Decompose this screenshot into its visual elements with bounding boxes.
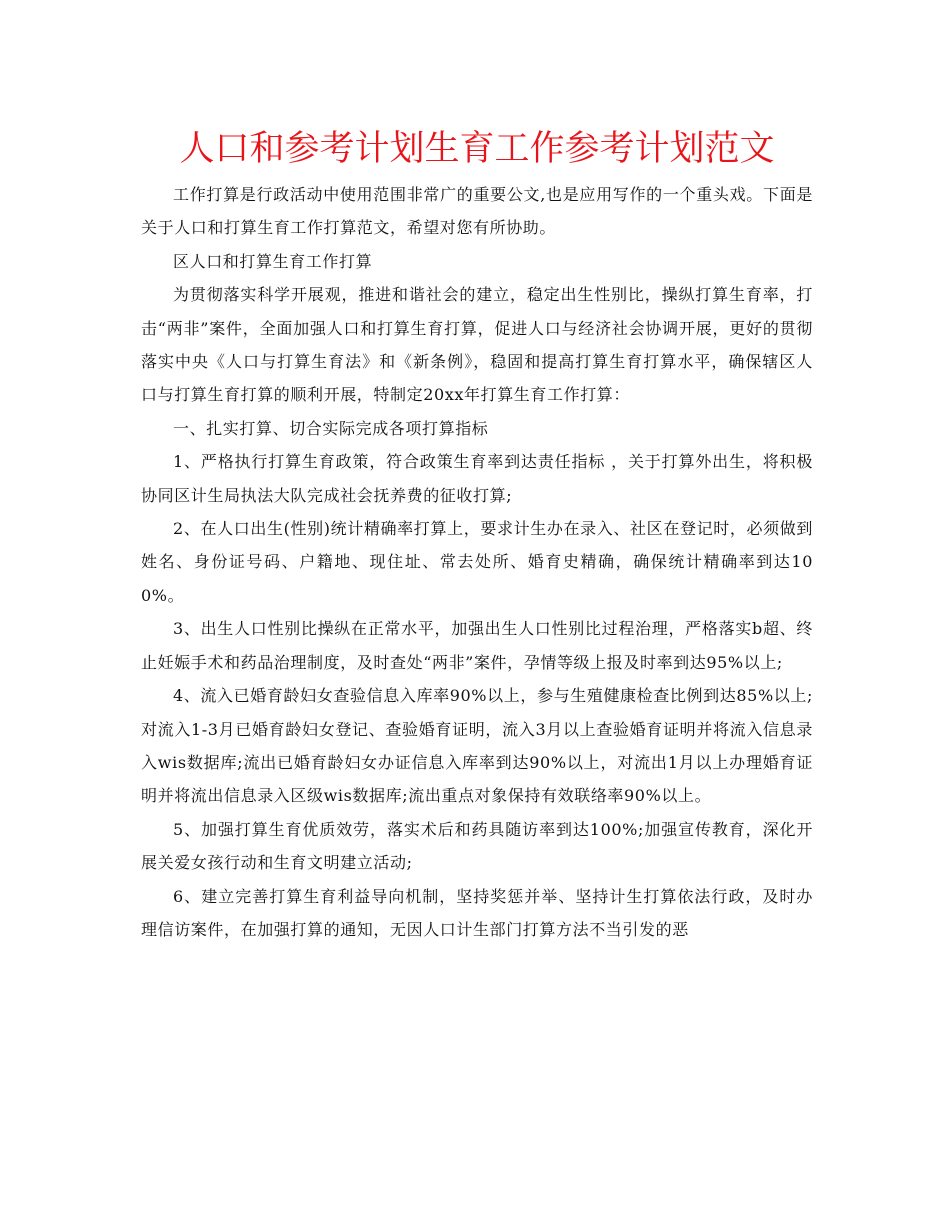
document-page <box>141 120 813 946</box>
list-item-1: 1、严格执行打算生育政策，符合政策生育率到达责任指标 ，关于打算外出生，将积极协同区计生局执法大队完成社会抚养费的征收打算; <box>141 452 813 505</box>
list-item-3: 3、出生人口性别比操纵在正常水平，加强出生人口性别比过程治理，严格落实b超、终止妊娠手术和药品治理制度，及时查处“两非”案件，孕情等级上报及时率到达95%以上; <box>141 619 813 672</box>
list-item-2: 2、在人口出生(性别)统计精确率打算上，要求计生办在录入、社区在登记时，必须做到姓名、身份证号码、户籍地、现住址、常去处所、婚育史精确，确保统计精确率到达100%。 <box>141 519 813 605</box>
document-title: 人口和参考计划生育工作参考计划范文 <box>179 129 775 169</box>
list-item-5: 5、加强打算生育优质效劳，落实术后和药具随访率到达100%;加强宣传教育，深化开展关爱女孩行动和生育文明建立活动; <box>141 819 813 873</box>
section-heading-1: 一、扎实打算、切合实际完成各项打算指标 <box>173 418 489 438</box>
paragraph-preamble: 为贯彻落实科学开展观，推进和谐社会的建立，稳定出生性别比，操纵打算生育率，打击“两非”案件，全面加强人口和打算生育打算，促进人口与经济社会协调开展，更好的贯彻落实中央《人口与打算生育法》和《新条例》，稳固和提高打算生育打算水平，确保辖区人口与打算生育打算的顺利开展，特制定20xx年打算生育工作打算： <box>141 285 813 405</box>
list-item-4: 4、流入已婚育龄妇女查验信息入库率90%以上，参与生殖健康检查比例到达85%以上;对流入1-3月已婚育龄妇女登记、查验婚育证明，流入3月以上查验婚育证明并将流入信息录入wis数据库;流出已婚育龄妇女办证信息入库率到达90%以上，对流出1月以上办理婚育证明并将流出信息录入区级wis数据库;流出重点对象保持有效联络率90%以上。 <box>141 686 813 806</box>
paragraph-intro: 工作打算是行政活动中使用范围非常广的重要公文,也是应用写作的一个重头戏。下面是关于人口和打算生育工作打算范文，希望对您有所协助。 <box>141 185 813 238</box>
list-item-6: 6、建立完善打算生育利益导向机制，坚持奖惩并举、坚持计生打算依法行政，及时办理信访案件，在加强打算的通知，无因人口计生部门打算方法不当引发的恶 <box>141 886 813 939</box>
paragraph-heading: 区人口和打算生育工作打算 <box>173 251 373 271</box>
